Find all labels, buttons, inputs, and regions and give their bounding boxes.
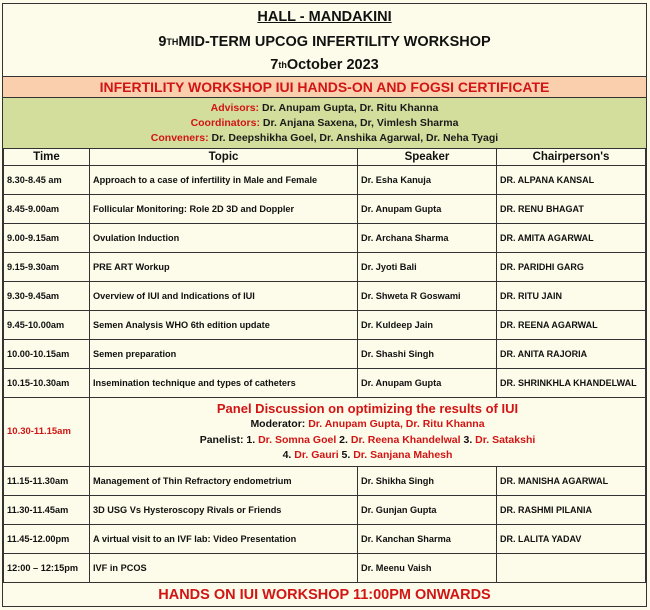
session-topic: 3D USG Vs Hysteroscopy Rivals or Friends — [90, 495, 358, 524]
session-time: 8.30-8.45 am — [4, 166, 90, 195]
session-chair: DR. LALITA YADAV — [497, 524, 646, 553]
table-row — [4, 224, 646, 253]
hands-on-footer: HANDS ON IUI WORKSHOP 11:00PM ONWARDS — [158, 586, 491, 603]
session-topic: A virtual visit to an IVF lab: Video Presentation — [90, 524, 358, 553]
coordinators-line: Coordinators: Dr. Anjana Saxena, Dr, Vimlesh Sharma — [190, 116, 459, 129]
col-header-speaker: Speaker — [358, 149, 497, 166]
session-time: 9.15-9.30am — [4, 253, 90, 282]
table-row — [4, 253, 646, 282]
session-time: 8.45-9.00am — [4, 195, 90, 224]
table-row — [4, 553, 646, 582]
session-topic: Semen preparation — [90, 340, 358, 369]
session-topic: PRE ART Workup — [90, 253, 358, 282]
table-row — [4, 369, 646, 398]
session-speaker: Dr. Shikha Singh — [358, 466, 497, 495]
session-time: 12:00 – 12:15pm — [4, 553, 90, 582]
session-speaker: Dr. Meenu Vaish — [358, 553, 497, 582]
session-chair: DR. RITU JAIN — [497, 282, 646, 311]
session-topic: Insemination technique and types of catheters — [90, 369, 358, 398]
panel-panelists: Panelist: 1. Dr. Somna Goel 2. Dr. Reena Khandelwal 3. Dr. Satakshi — [199, 433, 536, 446]
session-chair — [497, 553, 646, 582]
session-speaker: Dr. Gunjan Gupta — [358, 495, 497, 524]
session-speaker: Dr. Kanchan Sharma — [358, 524, 497, 553]
session-topic: Management of Thin Refractory endometrium — [90, 466, 358, 495]
session-chair: DR. ALPANA KANSAL — [497, 166, 646, 195]
session-time: 9.45-10.00am — [4, 311, 90, 340]
panel-title: Panel Discussion on optimizing the results of IUI — [216, 401, 519, 416]
table-row — [4, 495, 646, 524]
session-chair: DR. PARIDHI GARG — [497, 253, 646, 282]
session-speaker: Dr. Anupam Gupta — [358, 369, 497, 398]
session-chair: DR. REENA AGARWAL — [497, 311, 646, 340]
panel-time: 10.30-11.15am — [4, 398, 90, 467]
session-speaker: Dr. Kuldeep Jain — [358, 311, 497, 340]
table-row — [4, 311, 646, 340]
panel-panelists-2: 4. Dr. Gauri 5. Dr. Sanjana Mahesh — [282, 449, 453, 461]
session-time: 9.30-9.45am — [4, 282, 90, 311]
table-row — [4, 466, 646, 495]
table-header-row — [4, 149, 646, 166]
certificate-banner: INFERTILITY WORKSHOP IUI HANDS-ON AND FOGSI CERTIFICATE — [3, 76, 646, 98]
session-topic: Follicular Monitoring: Role 2D 3D and Doppler — [90, 195, 358, 224]
workshop-date: 7 th October 2023 — [270, 56, 379, 73]
session-topic: Overview of IUI and Indications of IUI — [90, 282, 358, 311]
col-header-topic: Topic — [90, 149, 358, 166]
session-speaker: Dr. Anupam Gupta — [358, 195, 497, 224]
session-chair: DR. RASHMI PILANIA — [497, 495, 646, 524]
panel-discussion — [90, 398, 646, 467]
session-time: 10.15-10.30am — [4, 369, 90, 398]
organizers-block — [3, 98, 646, 149]
advisors-line: Advisors: Dr. Anupam Gupta, Dr. Ritu Khanna — [210, 101, 439, 114]
session-speaker: Dr. Jyoti Bali — [358, 253, 497, 282]
session-speaker: Dr. Shashi Singh — [358, 340, 497, 369]
panel-row — [4, 398, 646, 467]
table-row — [4, 195, 646, 224]
session-speaker: Dr. Shweta R Goswami — [358, 282, 497, 311]
session-chair: DR. RENU BHAGAT — [497, 195, 646, 224]
table-row — [4, 166, 646, 195]
table-row — [4, 524, 646, 553]
schedule-sheet — [2, 3, 647, 607]
hall-title: HALL - MANDAKINI — [257, 9, 392, 25]
session-chair: DR. ANITA RAJORIA — [497, 340, 646, 369]
session-topic: Semen Analysis WHO 6th edition update — [90, 311, 358, 340]
col-header-time: Time — [4, 149, 90, 166]
session-chair: DR. SHRINKHLA KHANDELWAL — [497, 369, 646, 398]
col-header-chair: Chairperson's — [497, 149, 646, 166]
session-speaker: Dr. Archana Sharma — [358, 224, 497, 253]
session-chair: DR. MANISHA AGARWAL — [497, 466, 646, 495]
session-topic: Ovulation Induction — [90, 224, 358, 253]
session-speaker: Dr. Esha Kanuja — [358, 166, 497, 195]
conveners-line: Conveners: Dr. Deepshikha Goel, Dr. Anshika Agarwal, Dr. Neha Tyagi — [150, 131, 499, 144]
session-topic: IVF in PCOS — [90, 553, 358, 582]
session-time: 11.45-12.00pm — [4, 524, 90, 553]
schedule-table — [3, 149, 646, 583]
table-row — [4, 282, 646, 311]
session-time: 11.15-11.30am — [4, 466, 90, 495]
session-chair: DR. AMITA AGARWAL — [497, 224, 646, 253]
table-row — [4, 340, 646, 369]
workshop-title: 9 TH MID-TERM UPCOG INFERTILITY WORKSHOP — [158, 33, 491, 50]
panel-moderator: Moderator: Dr. Anupam Gupta, Dr. Ritu Khanna — [250, 418, 485, 430]
session-topic: Approach to a case of infertility in Male and Female — [90, 166, 358, 195]
session-time: 10.00-10.15am — [4, 340, 90, 369]
session-time: 9.00-9.15am — [4, 224, 90, 253]
session-time: 11.30-11.45am — [4, 495, 90, 524]
